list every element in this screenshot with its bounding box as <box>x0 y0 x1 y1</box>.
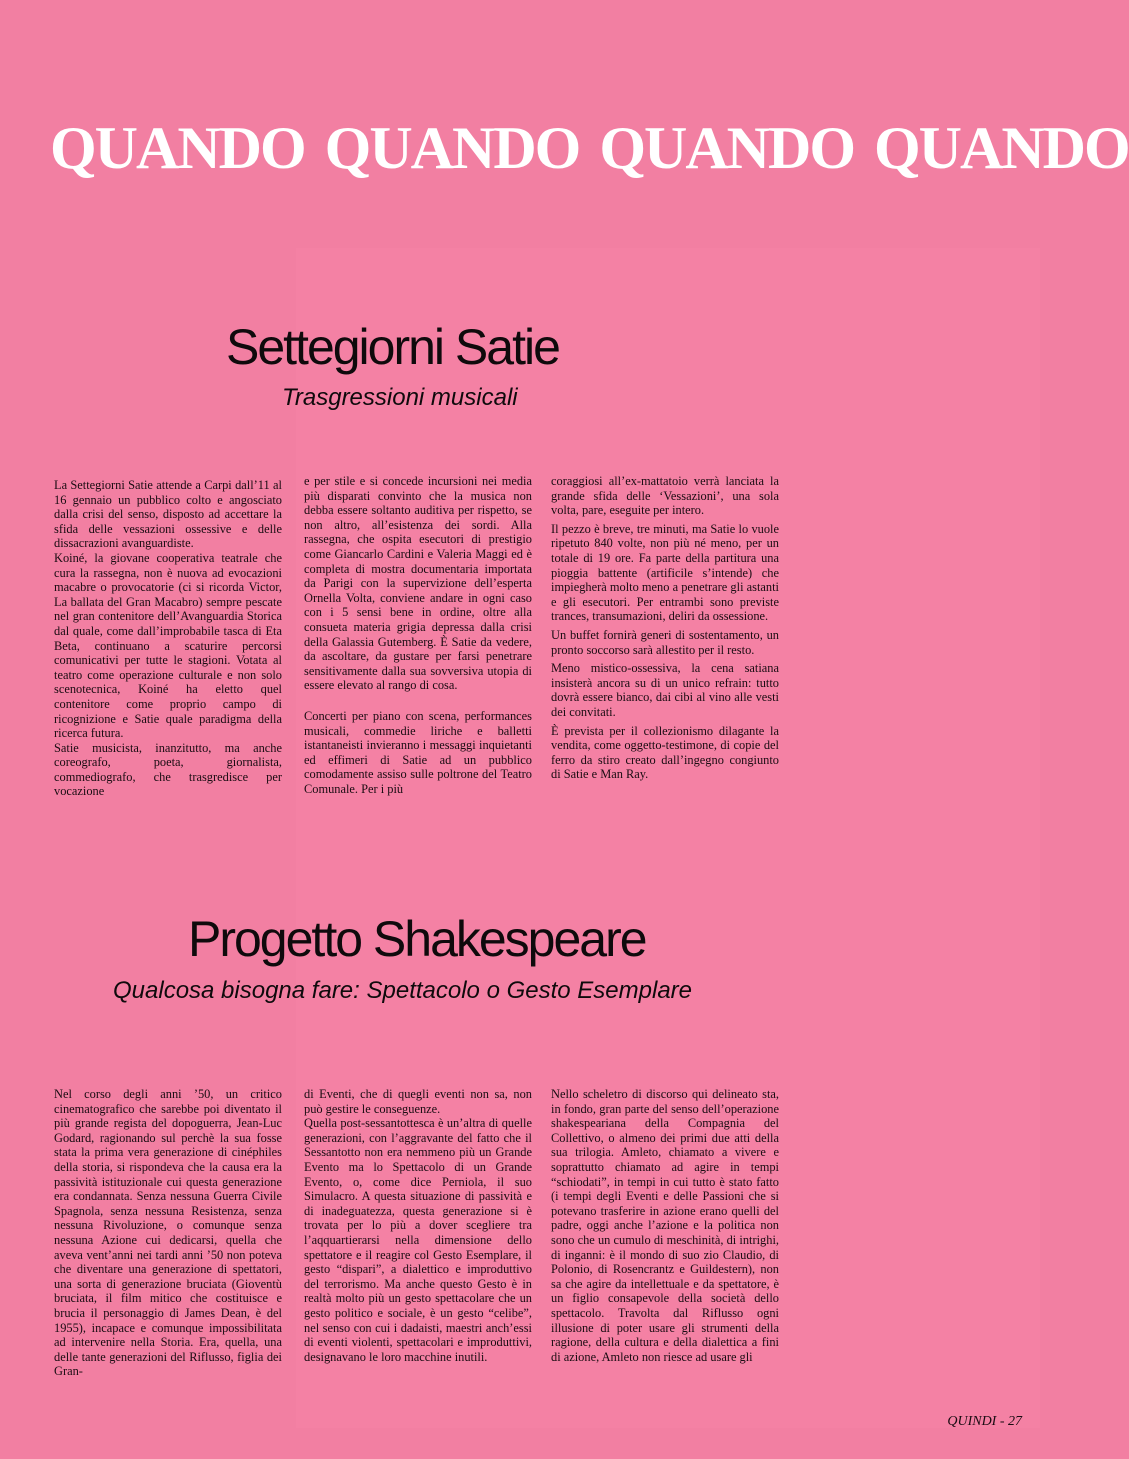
paragraph: La Settegiorni Satie attende a Carpi dall’11 al 16 gennaio un pubblico colto e angosciato dalla crisi del senso, disposto ad accettare la sfida delle vessazioni ossessive e delle dissacrazioni avanguardiste. <box>54 478 282 551</box>
article-title-satie: Settegiorni Satie <box>226 319 559 375</box>
article2-column-3 <box>551 1087 779 1364</box>
paragraph: Il pezzo è breve, tre minuti, ma Satie lo vuole ripetuto 840 volte, non più né meno, per un totale di 19 ore. Fa parte della partitura una pioggia battente (artificile s’intende) che impiegherà molto meno a penetrare gli astanti e gli esecutori. Per entrambi sono previste trances, transumazioni, deliri da ossessione. <box>551 521 779 624</box>
quando-banner <box>50 115 1129 181</box>
banner-word: QUANDO <box>599 115 855 181</box>
article-subtitle-shakespeare: Qualcosa bisogna fare: Spettacolo o Gesto Esemplare <box>113 977 692 1004</box>
article1-column-1 <box>54 478 282 799</box>
paragraph: Nello scheletro di discorso qui delineato sta, in fondo, gran parte del senso dell’operazione shakespeariana della Compagnia del Collettivo, o almeno dei primi due atti della sua trilogia. Amleto, chiamato a vivere e soprattutto chiamato ad agire in tempi “schiodati”, in tempi in cui tutto è stato fatto (i tempi degli Eventi e delle Passioni che si potevano trasferire in azione erano quelli del padre, oggi anche l’azione e la politica non sono che un cumulo di meschinità, di intrighi, di inganni: è il mondo di suo zio Claudio, di Polonio, di Rosencrantz e Guildestern), non sa che agire da intellettuale e da spettatore, è un figlio consapevole della società dello spettacolo. Travolta dal Riflusso ogni illusione di poter usare gli strumenti della ragione, della cultura e della dialettica a fini di azione, Amleto non riesce ad usare gli <box>551 1087 779 1364</box>
article1-column-2 <box>304 474 532 796</box>
banner-word: QUANDO <box>50 115 305 181</box>
page-footer: QUINDI - 27 <box>947 1414 1022 1429</box>
paragraph: Quella post-sessantottesca è un’altra di quelle generazioni, con l’aggravante del fatto che il Sessantotto non era nemmeno più un Grande Evento ma lo Spettacolo di un Grande Evento, o, come dice Perniola, il suo Simulacro. A questa situazione di passività e di inadeguatezza, questa generazione si è trovata per lo più a dover scegliere tra l’aqquartierarsi nella dimensione dello spettatore e il reagire col Gesto Esemplare, il gesto “dispari”, a dialettico e improduttivo del terrorismo. Ma anche questo Gesto è in realtà molto più un gesto spettacolare che un gesto politico e sociale, è un gesto “celibe”, nel senso con cui i dadaisti, maestri anch’essi di eventi violenti, spettacolari e improduttivi, designavano le loro macchine inutili. <box>304 1116 532 1364</box>
paragraph: Meno mistico-ossessiva, la cena satiana insisterà ancora su di un unico refrain: tutto dovrà essere bianco, dai cibi al vino alle vesti dei convitati. <box>551 661 779 719</box>
paragraph: e per stile e si concede incursioni nei media più disparati convinto che la musica non debba essere soltanto auditiva per rispetto, se non altro, all’esistenza dei sordi. Alla rassegna, che ospita esecutori di prestigio come Giancarlo Cardini e Valeria Maggi ed è completa di mostra documentaria importata da Parigi con la supervizione dell’esperta Ornella Volta, conviene andare in ogni caso con i 5 sensi bene in ordine, oltre alla consueta materia grigia depressa dalla crisi della Galassia Gutemberg. È Satie da vedere, da ascoltare, da gustare per farsi penetrare sensitivamente dalla sua sovversiva utopia di essere elevato al rango di cosa. <box>304 474 532 693</box>
paragraph: Koiné, la giovane cooperativa teatrale che cura la rassegna, non è nuova ad evocazioni macabre o provocatorie (ci si ricorda Victor, La ballata del Gran Macabro) sempre pescate nel gran contenitore dell’Avanguardia Storica dal quale, come dall’improbabile tasca di Eta Beta, continuano a scaturire percorsi comunicativi per tutte le stagioni. Votata al teatro come operazione culturale e non solo scenotecnica, Koiné ha eletto quel contenitore come proprio campo di ricognizione e Satie quale paradigma della ricerca futura. <box>54 550 282 741</box>
paragraph: Satie musicista, inanzitutto, ma anche coreografo, poeta, giornalista, commediografo, che trasgredisce per vocazione <box>54 740 282 799</box>
paragraph: coraggiosi all’ex-mattatoio verrà lanciata la grande sfida delle ‘Vessazioni’, una sola volta, pare, eseguite per intero. <box>551 474 779 518</box>
article2-column-1 <box>54 1087 282 1379</box>
article1-column-3 <box>551 474 779 782</box>
paragraph: Nel corso degli anni ’50, un critico cinematografico che sarebbe poi diventato il più grande regista del dopoguerra, Jean-Luc Godard, ragionando sul perchè la sua fosse stata la prima vera generazione di cinéphiles della storia, si rispondeva che la causa era la passività istituzionale cui questa generazione era condannata. Senza nessuna Guerra Civile Spagnola, senza nessuna Resistenza, senza nessuna Rivoluzione, o comunque senza nessuna Azione cui dedicarsi, quella che aveva vent’anni nei tardi anni ’50 non poteva che diventare una generazione di spettatori, una sorta di generazione bruciata (Gioventù bruciata, il film mitico che costituisce e brucia il personaggio di James Dean, è del 1955), incapace e comunque impossibilitata ad intervenire nella Storia. Era, quella, una delle tante generazioni del Riflusso, figlia dei Gran- <box>54 1087 282 1379</box>
banner-word: QUANDO <box>324 115 580 181</box>
paragraph: Un buffet fornirà generi di sostentamento, un pronto soccorso sarà allestito per il resto. <box>551 627 779 657</box>
article-title-shakespeare: Progetto Shakespeare <box>188 911 646 967</box>
paragraph: È prevista per il collezionismo dilagante la vendita, come oggetto-testimone, di copie del ferro da stiro creato dall’ingegno congiunto di Satie e Man Ray. <box>551 723 779 782</box>
article2-column-2 <box>304 1087 532 1364</box>
banner-word: QUANDO <box>874 115 1129 181</box>
paragraph: Concerti per piano con scena, performances musicali, commedie liriche e balletti istantaneisti invieranno i messaggi inquietanti ed effimeri di Satie ad un pubblico comodamente assiso sulle poltrone del Teatro Comunale. Per i più <box>304 708 532 796</box>
article-subtitle-satie: Trasgressioni musicali <box>282 384 518 411</box>
paragraph: di Eventi, che di quegli eventi non sa, non può gestire le conseguenze. <box>304 1087 532 1116</box>
